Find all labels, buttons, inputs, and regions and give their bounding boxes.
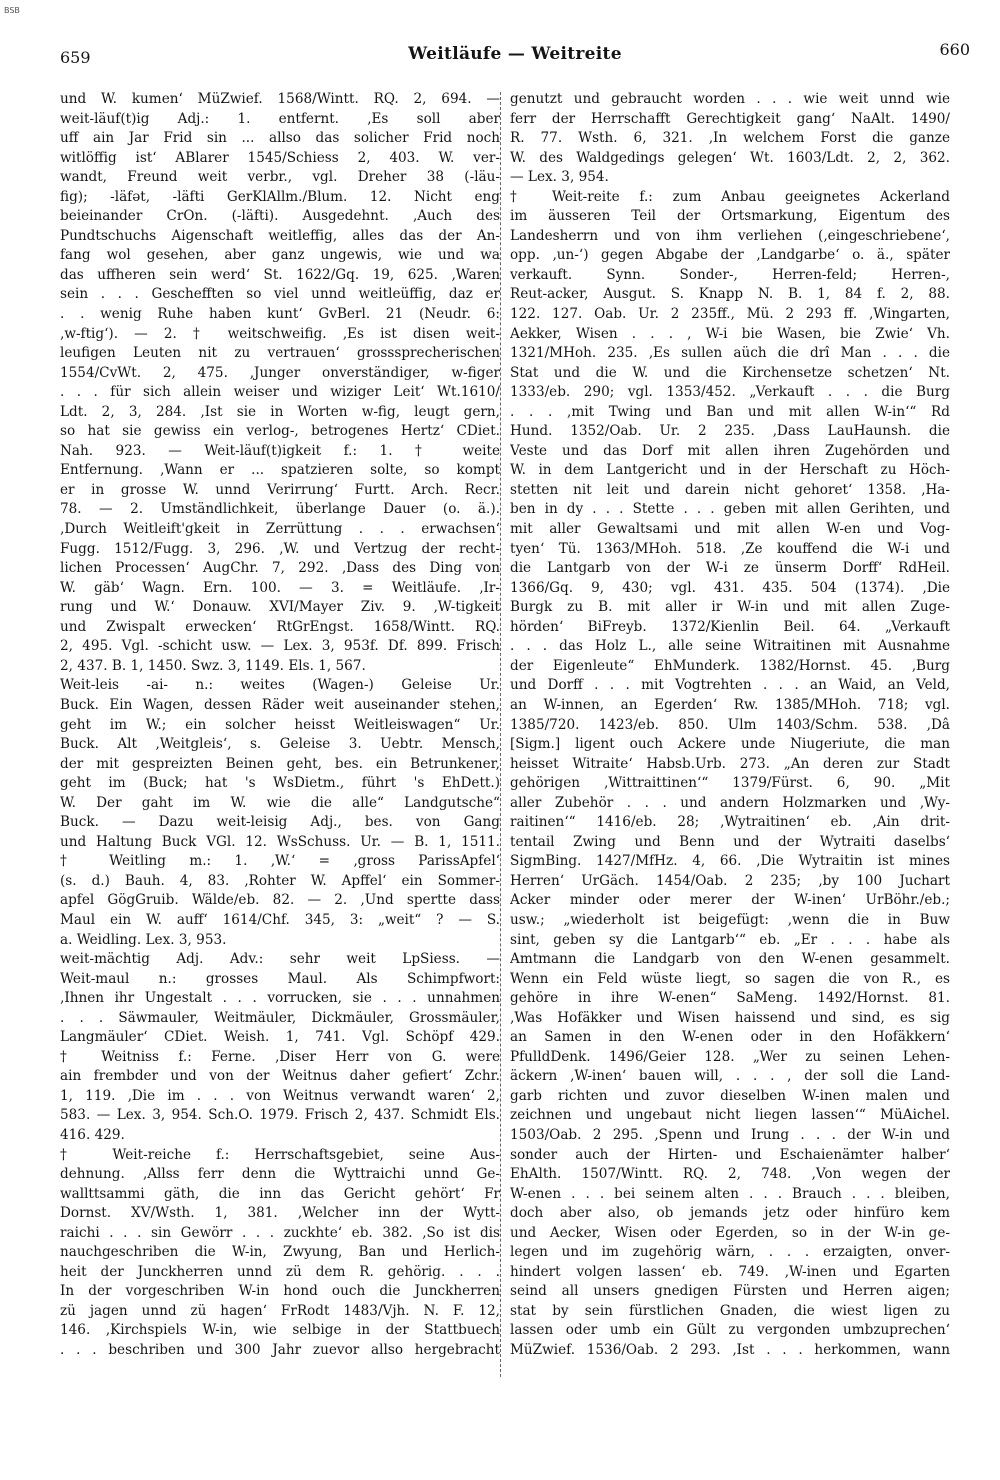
page-number-right: 660 bbox=[939, 40, 970, 59]
text-line: sonder auch der Hirten- und Eschaienämter halber‘ bbox=[510, 1146, 950, 1163]
text-line: und Haltung Buck VGl. 12. WsSchuss. Ur. — B. 1, 1511. bbox=[60, 833, 500, 850]
page-title: Weitläufe — Weitreite bbox=[408, 44, 622, 64]
text-line: 1385/720. 1423/eb. 850. Ulm 1403/Schm. 538. ‚Dâ bbox=[510, 716, 950, 733]
text-line: der mit gespreizten Beinen geht, bes. ein Betrunkener, bbox=[60, 755, 500, 772]
text-line: geht im (Buck; hat 's WsDietm., führt 's EhDett.) bbox=[60, 775, 500, 792]
text-line: weit-läuf(t)ig Adj.: 1. entfernt. ‚Es soll aber bbox=[60, 110, 500, 127]
text-line: ‚Durch Weitleift'gkeit in Zerrüttung . . . erwachsen‘ bbox=[60, 521, 500, 538]
text-line: R. 77. Wsth. 6, 321. ‚In welchem Forst die ganze bbox=[510, 130, 950, 147]
text-line: Buck. Ein Wagen, dessen Räder weit auseinander stehen, bbox=[60, 696, 500, 713]
text-line: 583. — Lex. 3, 954. Sch.O. 1979. Frisch 2, 437. Schmidt Els. bbox=[60, 1107, 500, 1124]
text-line: Hund. 1352/Oab. Ur. 2 235. ‚Dass LauHaunsh. die bbox=[510, 423, 950, 440]
text-line: (s. d.) Bauh. 4, 83. ‚Rohter W. Apffel‘ ein Sommer- bbox=[60, 872, 500, 889]
text-line: EhAlth. 1507/Wintt. RQ. 2, 748. ‚Von wegen der bbox=[510, 1166, 950, 1183]
text-line: Amtmann die Landgarb von den W-enen gesammelt. bbox=[510, 951, 950, 968]
text-line: fig); -läfət, -läfti GerKlAllm./Blum. 12. Nicht eng bbox=[60, 188, 500, 205]
text-line: beieinander CrOn. (-läfti). Ausgedehnt. ‚Auch des bbox=[60, 208, 500, 225]
text-line: gehörigen ‚Wittraittinen‘“ 1379/Fürst. 6, 90. „Mit bbox=[510, 775, 950, 792]
text-line: 1333/eb. 290; vgl. 1353/452. „Verkauft . . . die Burg bbox=[510, 384, 950, 401]
text-line: 2, 437. B. 1, 1450. Swz. 3, 1149. Els. 1, 567. bbox=[60, 657, 366, 674]
text-line: ain frembder und von der Weitnus daher gefiert‘ Zchr. bbox=[60, 1068, 500, 1085]
text-line: W. des Waldgedings gelegen‘ Wt. 1603/Ldt. 2, 2, 362. bbox=[510, 149, 950, 166]
text-line: so hat sie gewiss ein verlog-, betrogenes Hertz‘ CDiet. bbox=[60, 423, 500, 440]
text-line: und Aecker, Wisen oder Egerden, so in der W-in ge- bbox=[510, 1224, 950, 1241]
text-line: äckern ‚W-inen‘ bauen will, . . . , der soll die Land- bbox=[510, 1068, 950, 1085]
text-line: ferr der Herrschafft Gerechtigkeit gang‘ NaAlt. 1490/ bbox=[510, 110, 950, 127]
text-line: Fugg. 1512/Fugg. 3, 296. ‚W. und Vertzug der recht- bbox=[60, 540, 500, 557]
text-line: Ldt. 2, 3, 284. ‚Ist sie in Worten w-fig, leugt gern, bbox=[60, 403, 500, 420]
text-line: verkauft. Synn. Sonder-, Herren-feld; Herren-, bbox=[510, 266, 950, 283]
text-line: hörden‘ BiFreyb. 1372/Kienlin Beil. 64. „Verkauft bbox=[510, 618, 950, 635]
text-line: sint, geben sy die Lantgarb‘“ eb. „Er . . . habe als bbox=[510, 931, 950, 948]
text-line: genutzt und gebraucht worden . . . wie weit unnd wie bbox=[510, 91, 950, 107]
text-line: und Zwispalt erwecken‘ RtGrEngst. 1658/Wintt. RQ. bbox=[60, 618, 500, 635]
text-line: Dornst. XV/Wsth. 1, 381. ‚Welcher inn der Wytt- bbox=[60, 1205, 500, 1222]
text-line: er in grosse W. unnd Verirrung‘ Furtt. Arch. Recr. bbox=[60, 481, 500, 498]
text-line: — Lex. 3, 954. bbox=[510, 169, 609, 186]
text-line: leufigen Leuten nit zu vertrauen‘ grosssprecherischen bbox=[60, 345, 500, 362]
text-line: ‚Was Hofäkker und Wisen haissend und sind, es sig bbox=[510, 1009, 950, 1026]
text-line: 1, 119. ‚Die im . . . von Weitnus verwandt waren‘ 2, bbox=[60, 1087, 500, 1104]
text-line: Langmäuler‘ CDiet. Weish. 1, 741. Vgl. Schöpf 429. bbox=[60, 1029, 500, 1046]
text-line: 78. — 2. Umständlichkeit, überlange Dauer (o. ä.). bbox=[60, 501, 500, 518]
text-line: ben in dy . . . Stette . . . geben mit allen Gerihten, und bbox=[510, 501, 950, 518]
text-line: W-enen . . . bei seinem alten . . . Brauch . . . bleiben, bbox=[510, 1185, 950, 1202]
text-line: Stat und die W. und die Kirchensetze schetzen‘ Nt. bbox=[510, 364, 950, 381]
text-line: die Lantgarb von der W-i ze ünserm Dorff‘ RdHeil. bbox=[510, 560, 950, 577]
text-line: . . . ,mit Twing und Ban und mit allen W-in‘“ Rd bbox=[510, 403, 950, 420]
text-line: gehöre in ihre W-enen“ SaMeng. 1492/Hornst. 81. bbox=[510, 990, 950, 1007]
text-line: 146. ‚Kirchspiels W-in, wie selbige in der Stattbuech bbox=[60, 1322, 500, 1339]
text-line: Acker minder oder merer der W-inen‘ UrBöhr./eb.; bbox=[510, 892, 950, 909]
text-line: . . wenig Ruhe haben kunt‘ GvBerl. 21 (Neudr. 6: bbox=[60, 306, 500, 323]
text-line: PfulldDenk. 1496/Geier 128. „Wer zu seinen Lehen- bbox=[510, 1048, 950, 1065]
text-line: 1366/Gq. 9, 430; vgl. 431. 435. 504 (1374). ‚Die bbox=[510, 579, 950, 596]
text-line: 122. 127. Oab. Ur. 2 235ff., Mü. 2 293 ff. ‚Wingarten, bbox=[510, 306, 950, 323]
text-line: Weit-leis -ai- n.: weites (Wagen-) Geleise Ur. bbox=[60, 677, 500, 694]
text-line: mit aller Gewaltsami und mit allen W-en und Vog- bbox=[510, 521, 950, 538]
text-line: Herren‘ UrGäch. 1454/Oab. 2 235; ‚by 100 Juchart bbox=[510, 872, 950, 889]
text-line: usw.; „wiederholt ist beigefügt: ‚wenn die in Buw bbox=[510, 911, 950, 928]
text-line: nauchgeschriben die W-in, Zwyung, Ban und Herlich- bbox=[60, 1244, 500, 1261]
text-line: stetten nit leit und darein nicht gehoret‘ 1358. ‚Ha- bbox=[510, 481, 950, 498]
text-line: sein . . . Geschefften so viel unnd weitleüffig, daz er bbox=[60, 286, 500, 303]
text-line: rung und W.‘ Donauw. XVI/Mayer Ziv. 9. ‚W-tigkeit bbox=[60, 599, 500, 616]
text-line: wallttsammi gäth, die inn das Gericht gehört‘ Fr bbox=[60, 1185, 500, 1202]
text-line: wandt, Freund weit verbr., vgl. Dreher 38 (-läu- bbox=[60, 169, 500, 186]
text-line: uff ain Jar Frid sin ... allso das solicher Frid noch bbox=[60, 130, 500, 147]
text-line: a. Weidling. Lex. 3, 953. bbox=[60, 931, 227, 948]
text-line: dehnung. ‚Allss ferr denn die Wyttraichi unnd Ge- bbox=[60, 1166, 500, 1183]
page-number-left: 659 bbox=[60, 48, 91, 67]
text-line: ‚w-ftig‘). — 2. † weitschweifig. ‚Es ist disen weit- bbox=[60, 325, 500, 342]
text-line: 416. 429. bbox=[60, 1126, 125, 1143]
text-line: W. Der gaht im W. wie die alle“ Landgutsche“ bbox=[60, 794, 500, 811]
text-line: tentail Zwing und Benn und der Wytraiti daselbs‘ bbox=[510, 833, 950, 850]
text-line: und Dorff . . . mit Vogtrehten . . . an Waid, an Veld, bbox=[510, 677, 950, 694]
text-line: zeichnen und ungebaut nicht liegen lassen‘“ MüAichel. bbox=[510, 1107, 950, 1124]
text-line: 1321/MHoh. 235. ‚Es sullen aüch die drî Man . . . die bbox=[510, 345, 950, 362]
text-line: Maul ein W. auff‘ 1614/Chf. 345, 3: „weit“ ? — S. bbox=[60, 911, 500, 928]
text-line: der Eigenleute“ EhMunderk. 1382/Hornst. 45. ‚Burg bbox=[510, 657, 950, 674]
text-line: MüZwief. 1536/Oab. 2 293. ‚Ist . . . herkommen, wann bbox=[510, 1342, 950, 1358]
text-line: raichi . . . sin Gewörr . . . zuckhte‘ eb. 382. ‚So ist dis bbox=[60, 1224, 500, 1241]
text-line: stat by sein fürstlichen Gnaden, die wiest ligen zu bbox=[510, 1302, 950, 1319]
text-line: zü jagen unnd zü hagen‘ FrRodt 1483/Vjh. N. F. 12, bbox=[60, 1302, 500, 1319]
text-line: Veste und das Dorf mit allen ihren Zugehörden und bbox=[510, 442, 950, 459]
text-line: opp. ‚un-‘) gegen Abgabe der ‚Landgarbe‘ o. ä., später bbox=[510, 247, 950, 264]
text-line: [Sigm.] ligent ouch Ackere unde Niugeriute, die man bbox=[510, 736, 950, 753]
text-line: im äusseren Teil der Ortsmarkung, Eigentum des bbox=[510, 208, 950, 225]
text-line: Nah. 923. — Weit-läuf(t)igkeit f.: 1. † weite bbox=[60, 442, 500, 459]
text-line: W. gäb‘ Wagn. Ern. 100. — 3. = Weitläufe. ‚Ir- bbox=[60, 579, 500, 596]
text-line: Reut-acker, Ausgut. S. Knapp N. B. 1, 84 f. 2, 88. bbox=[510, 286, 950, 303]
text-line: . . . für sich allein weiser und wiziger Leit‘ Wt.1610/ bbox=[60, 384, 500, 401]
text-line: † Weit-reite f.: zum Anbau geeignetes Ackerland bbox=[510, 188, 950, 205]
text-line: Landesherrn und von ihm verliehen (‚eingeschriebene‘, bbox=[510, 227, 950, 244]
text-line: witlöffig ist‘ ABlarer 1545/Schiess 2, 403. W. ver- bbox=[60, 149, 500, 166]
text-line: apfel GögGruib. Wälde/eb. 82. — 2. ‚Und spertte dass bbox=[60, 892, 500, 909]
right-column bbox=[510, 90, 950, 1361]
text-line: Entfernung. ‚Wann er ... spatzieren solte, so kompt bbox=[60, 462, 500, 479]
text-line: Buck. — Dazu weit-leisig Adj., bes. von Gang bbox=[60, 814, 500, 831]
column-divider bbox=[500, 92, 501, 1377]
text-line: weit-mächtig Adj. Adv.: sehr weit LpSiess. — bbox=[60, 951, 500, 968]
text-line: seind all unsers gnedigen Fürsten und Herren aigen; bbox=[510, 1283, 950, 1300]
text-line: . . . das Holz L., alle seine Witraitinen mit Ausnahme bbox=[510, 638, 950, 655]
text-line: † Weitling m.: 1. ‚W.‘ = ‚gross ParissApfel‘ bbox=[60, 853, 500, 870]
text-line: und W. kumen‘ MüZwief. 1568/Wintt. RQ. 2, 694. — bbox=[60, 91, 500, 107]
text-line: geht im W.; ein solcher heisst Weitleiswagen“ Ur. bbox=[60, 716, 500, 733]
text-line: Weit-maul n.: grosses Maul. Als Schimpfwort: bbox=[60, 970, 500, 987]
text-line: Buck. Alt ‚Weitgleis‘, s. Geleise 3. Uebtr. Mensch, bbox=[60, 736, 500, 753]
text-line: fang wol gesehen, aber ganz ungewis, wie und wa bbox=[60, 247, 500, 264]
text-line: heit der Junckherren unnd zü dem R. gehörig. . . . bbox=[60, 1263, 500, 1280]
library-stamp: BSB bbox=[4, 6, 20, 15]
text-line: 1503/Oab. 2 295. ‚Spenn und Irung . . . der W-in und bbox=[510, 1126, 950, 1143]
text-line: † Weitniss f.: Ferne. ‚Diser Herr von G. were bbox=[60, 1048, 500, 1065]
text-line: doch aber also, ob jemands jetz oder hinfüro kem bbox=[510, 1205, 950, 1222]
text-line: an W-innen, an Egerden‘ Rw. 1385/MHoh. 718; vgl. bbox=[510, 696, 950, 713]
text-line: garb richten und zuvor dieselben W-inen malen und bbox=[510, 1087, 950, 1104]
text-line: SigmBing. 1427/MfHz. 4, 66. ‚Die Wytraitin ist mines bbox=[510, 853, 950, 870]
page-header bbox=[60, 40, 970, 74]
text-line: Aekker, Wisen . . . , W-i bie Wasen, bie Zwie‘ Vh. bbox=[510, 325, 950, 342]
text-line: lassen oder umb ein Gült zu vergonden umbzuprechen‘ bbox=[510, 1322, 950, 1339]
text-line: lichen Processen‘ AugChr. 7, 292. ‚Dass des Ding von bbox=[60, 560, 500, 577]
text-line: raitinen‘“ 1416/eb. 28; ‚Wytraitinen‘ eb. ‚Ain drit- bbox=[510, 814, 950, 831]
text-line: . . . beschriben und 300 Jahr zuevor allso hergebracht bbox=[60, 1342, 500, 1358]
text-line: In der vorgeschriben W-in hond ouch die Junckherren bbox=[60, 1283, 500, 1300]
text-line: 2, 495. Vgl. -schicht usw. — Lex. 3, 953f. Df. 899. Frisch bbox=[60, 638, 500, 655]
text-line: Pundtschuchs Aigenschaft weitleffig, alles das der An- bbox=[60, 227, 500, 244]
text-line: ‚Ihnen ihr Ungestalt . . . vorrucken, sie . . . unnahmen bbox=[60, 990, 500, 1007]
text-line: legen und im zugehörig wärn, . . . erzaigten, onver- bbox=[510, 1244, 950, 1261]
text-line: Burgk zu B. mit aller ir W-in und mit allen Zuge- bbox=[510, 599, 950, 616]
text-line: das uffheren sein werd‘ St. 1622/Gq. 19, 625. ‚Waren bbox=[60, 266, 500, 283]
text-line: † Weit-reiche f.: Herrschaftsgebiet, seine Aus- bbox=[60, 1146, 500, 1163]
text-line: Wenn ein Feld wüste liegt, so sagen die von R., es bbox=[510, 970, 950, 987]
text-line: . . . Säwmauler, Weitmäuler, Dickmäuler, Grossmäuler, bbox=[60, 1009, 500, 1026]
text-line: 1554/CvWt. 2, 475. ‚Junger onverständiger, w-figer bbox=[60, 364, 500, 381]
text-line: tyen‘ Tü. 1363/MHoh. 518. ‚Ze kouffend die W-i und bbox=[510, 540, 950, 557]
text-line: an Samen in den W-enen oder in den Hofäkkern‘ bbox=[510, 1029, 950, 1046]
text-line: aller Zubehör . . . und andern Holzmarken und ‚Wy- bbox=[510, 794, 950, 811]
left-column bbox=[60, 90, 500, 1361]
text-line: W. in dem Lantgericht und in der Herschaft zu Höch- bbox=[510, 462, 950, 479]
text-line: heisset Witraite‘ Habsb.Urb. 273. „An deren zur Stadt bbox=[510, 755, 950, 772]
text-line: hindert volgen lassen‘ eb. 749. ‚W-inen und Egarten bbox=[510, 1263, 950, 1280]
